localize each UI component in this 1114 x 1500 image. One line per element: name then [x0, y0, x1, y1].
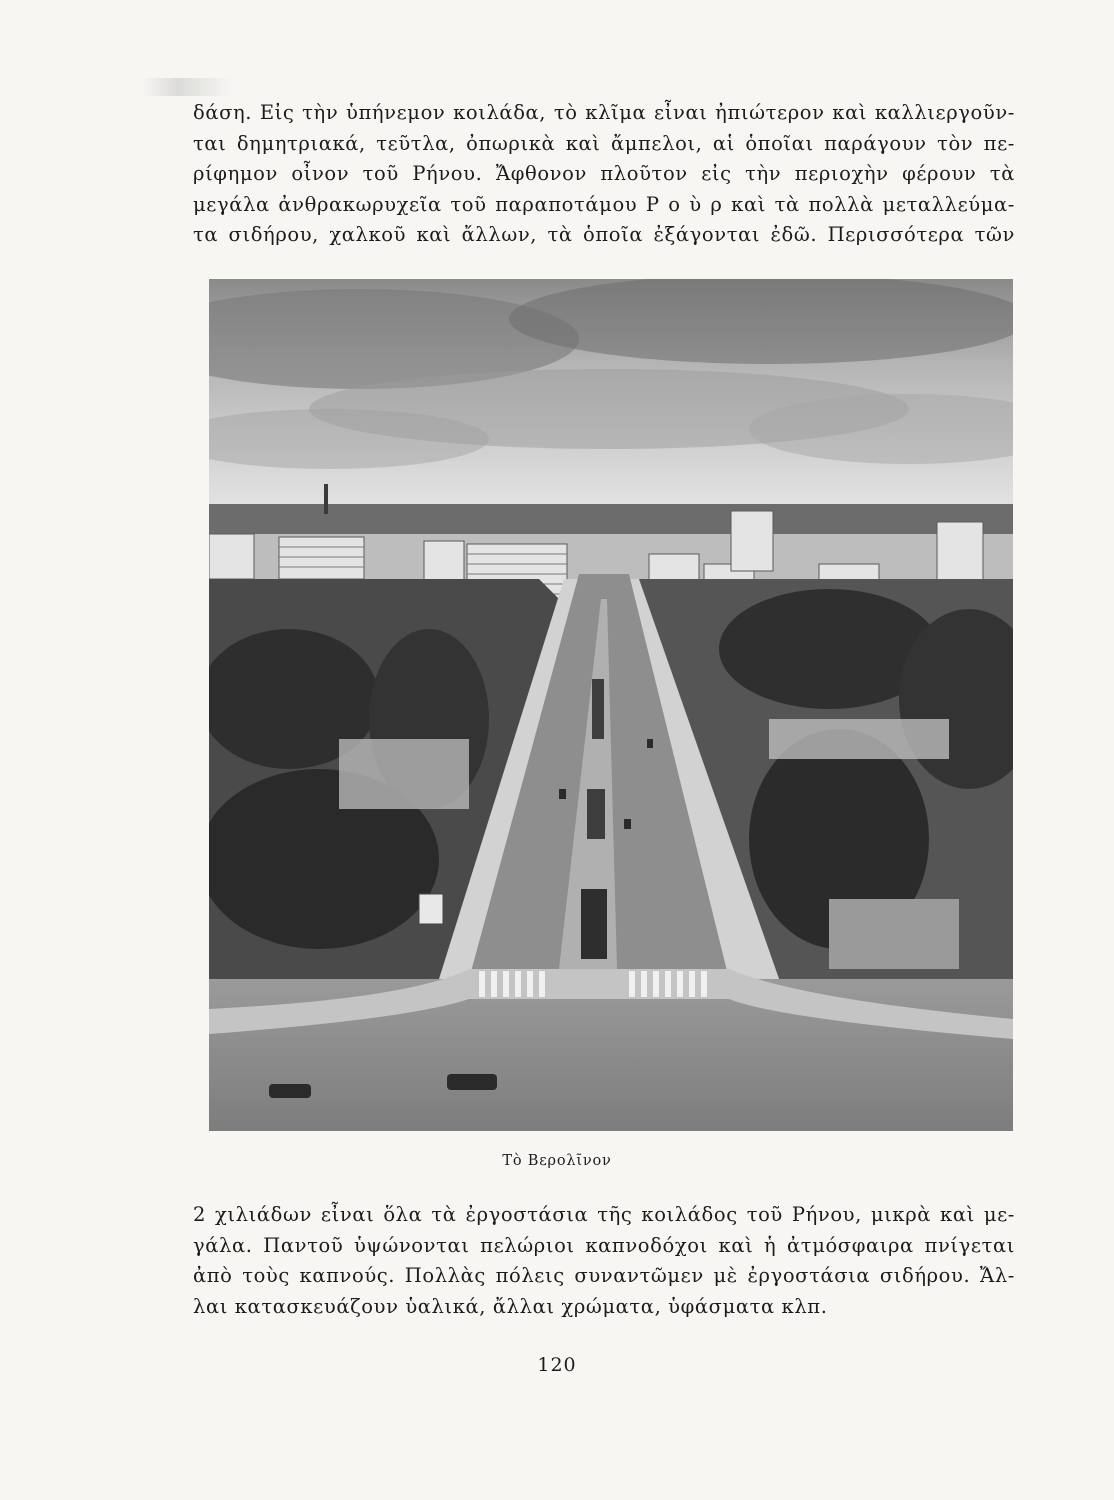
text-line: γάλα. Παντοῦ ὑψώνονται πελώριοι καπνοδόχοι καὶ ἡ ἀτμόσφαιρα πνίγεται: [193, 1233, 1015, 1257]
top-paragraph: [193, 98, 1015, 251]
text-line: τα σιδήρου, χαλκοῦ καὶ ἄλλων, τὰ ὁποῖα ἐξάγονται ἐδῶ. Περισσότερα τῶν: [193, 223, 1015, 246]
text-line: ἀπὸ τοὺς καπνούς. Πολλὰς πόλεις συναντῶμεν μὲ ἐργοστάσια σιδήρου. Ἄλ-: [193, 1264, 1015, 1287]
text-line: μεγάλα ἀνθρακωρυχεῖα τοῦ παραποτάμου Ρ ο ὺ ρ καὶ τὰ πολλὰ μεταλλεύμα-: [193, 192, 1015, 216]
text-line: 2 χιλιάδων εἶναι ὅλα τὰ ἐργοστάσια τῆς κοιλάδος τοῦ Ρήνου, μικρὰ καὶ με-: [193, 1203, 1015, 1226]
text-line: λαι κατασκευάζουν ὑαλικά, ἄλλαι χρώματα, ὑφάσματα κλπ.: [193, 1294, 828, 1318]
photo-caption: Τὸ Βερολῖνον: [502, 1153, 612, 1169]
berlin-photograph: [209, 279, 1013, 1131]
skyline: [209, 504, 1013, 534]
page-number: 120: [537, 1354, 577, 1376]
bottom-paragraph: [193, 1200, 1015, 1322]
text-line: δάση. Εἰς τὴν ὑπήνεμον κοιλάδα, τὸ κλῖμα εἶναι ἠπιώτερον καὶ καλλιεργοῦν-: [193, 101, 1015, 124]
text-line: ται δημητριακά, τεῦτλα, ὀπωρικὰ καὶ ἄμπελοι, αἱ ὁποῖαι παράγουν τὸν πε-: [193, 131, 1015, 155]
text-line: ρίφημον οἶνον τοῦ Ρήνου. Ἄφθονον πλοῦτον εἰς τὴν περιοχὴν φέρουν τὰ: [193, 162, 1015, 185]
ink-smudge: [142, 78, 232, 96]
